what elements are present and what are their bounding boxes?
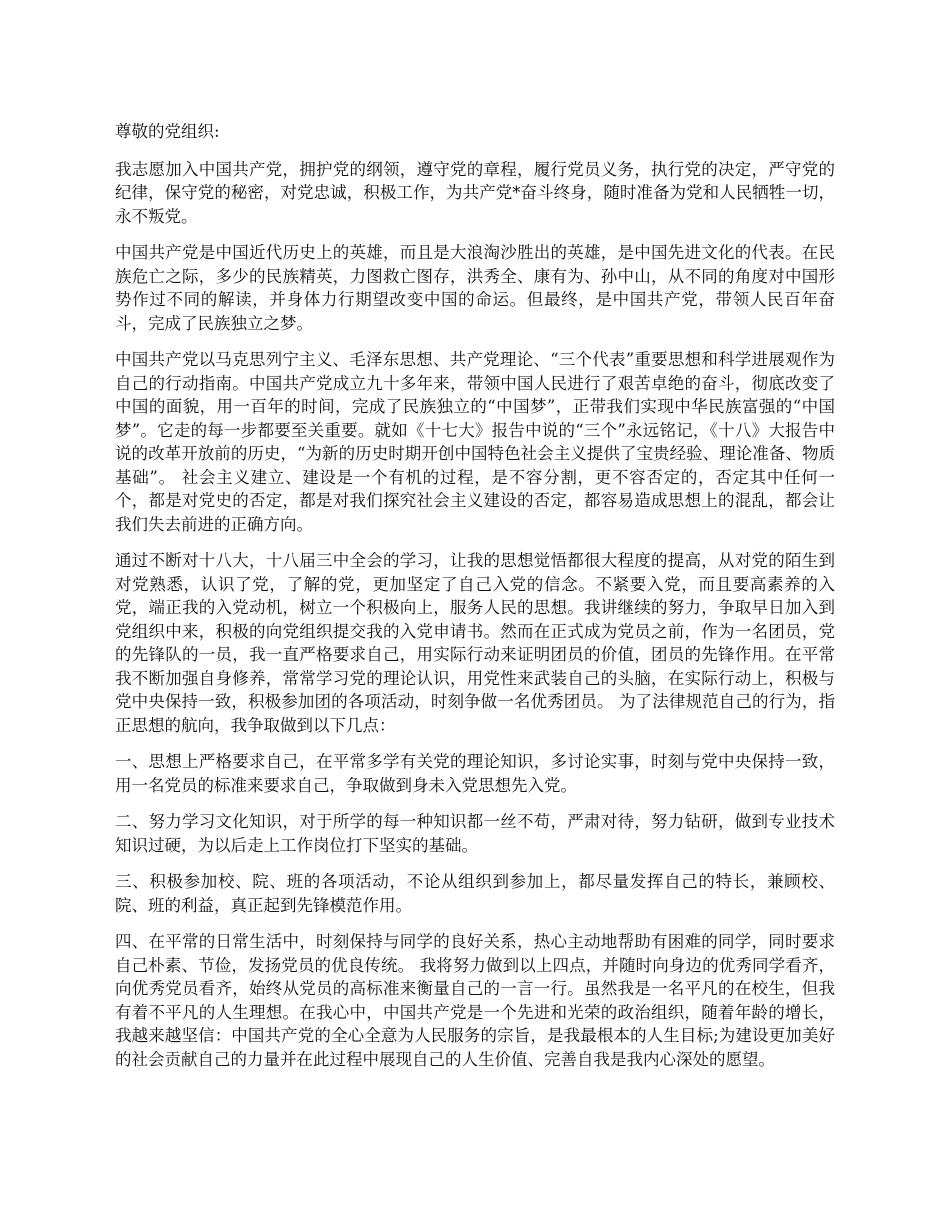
paragraph-pledge: 我志愿加入中国共产党，拥护党的纲领，遵守党的章程，履行党员义务，执行党的决定，严守党的纪律，保守党的秘密，对党忠诚，积极工作，为共产党*奋斗终身，随时准备为党和人民牺牲一切，永不叛党。 [115, 159, 835, 226]
greeting: 尊敬的党组织: [115, 122, 220, 141]
paragraph-guiding-thought: 中国共产党以马克思列宁主义、毛泽东思想、共产党理论、“三个代表”重要思想和科学进展观作为自己的行动指南。中国共产党成立九十多年来，带领中国人民进行了艰苦卓绝的奋斗，彻底改变了中国的面貌，用一百年的时间，完成了民族独立的“中国梦”，正带我们实现中华民族富强的“中国梦”。它走的每一步都要至关重要。就如《十七大》报告中说的“三个”永远铭记，《十八》大报告中说的改革开放前的历史，“为新的历史时期开创中国特色社会主义提供了宝贵经验、理论准备、物质基础”。 社会主义建立、建设是一个有机的过程，是不容分割，更不容否定的，否定其中任何一个，都是对党史的否定，都是对我们探究社会主义建设的否定，都容易造成思想上的混乱，都会让我们失去前进的正确方向。 [115, 350, 835, 534]
paragraph-point-two: 二、努力学习文化知识，对于所学的每一种知识都一丝不苟，严肃对待，努力钻研，做到专业技术知识过硬，为以后走上工作岗位打下坚实的基础。 [115, 812, 835, 855]
paragraph-point-one: 一、思想上严格要求自己，在平常多学有关党的理论知识，多讨论实事，时刻与党中央保持一致，用一名党员的标准来要求自己，争取做到身未入党思想先入党。 [115, 752, 835, 795]
paragraph-point-three: 三、积极参加校、院、班的各项活动，不论从组织到参加上，都尽量发挥自己的特长，兼顾校、院、班的利益，真正起到先锋模范作用。 [115, 872, 835, 915]
paragraph-point-four: 四、在平常的日常生活中，时刻保持与同学的良好关系，热心主动地帮助有困难的同学，同时要求自己朴素、节俭，发扬党员的优良传统。 我将努力做到以上四点，并随时向身边的优秀同学看齐，向优秀党员看齐，始终从党员的高标准来衡量自己的一言一行。虽然我是一名平凡的在校生，但我有着不平凡的人生理想。在我心中，中国共产党是一个先进和光荣的政治组织，随着年龄的增长，我越来越坚信：中国共产党的全心全意为人民服务的宗旨，是我最根本的人生目标;为建设更加美好的社会贡献自己的力量并在此过程中展现自己的人生价值、完善自我是我内心深处的愿望。 [115, 932, 835, 1069]
document-body [115, 120, 835, 1084]
paragraph-history: 中国共产党是中国近代历史上的英雄，而且是大浪淘沙胜出的英雄，是中国先进文化的代表。在民族危亡之际，多少的民族精英，力图救亡图存，洪秀全、康有为、孙中山，从不同的角度对中国形势作过不同的解读，并身体力行期望改变中国的命运。但最终，是中国共产党，带领人民百年奋斗，完成了民族独立之梦。 [115, 243, 835, 333]
paragraph-study: 通过不断对十八大，十八届三中全会的学习，让我的思想觉悟都很大程度的提高，从对党的陌生到对党熟悉，认识了党，了解的党，更加坚定了自己入党的信念。不紧要入党，而且要高素养的入党，端正我的入党动机，树立一个积极向上，服务人民的思想。我讲继续的努力，争取早日加入到党组织中来，积极的向党组织提交我的入党申请书。然而在正式成为党员之前，作为一名团员，党的先锋队的一员，我一直严格要求自己，用实际行动来证明团员的价值，团员的先锋作用。在平常我不断加强自身修养，常常学习党的理论认识，用党性来武装自己的头脑，在实际行动上，积极与党中央保持一致，积极参加团的各项活动，时刻争做一名优秀团员。 为了法律规范自己的行为，指正思想的航向，我争取做到以下几点： [115, 551, 835, 735]
